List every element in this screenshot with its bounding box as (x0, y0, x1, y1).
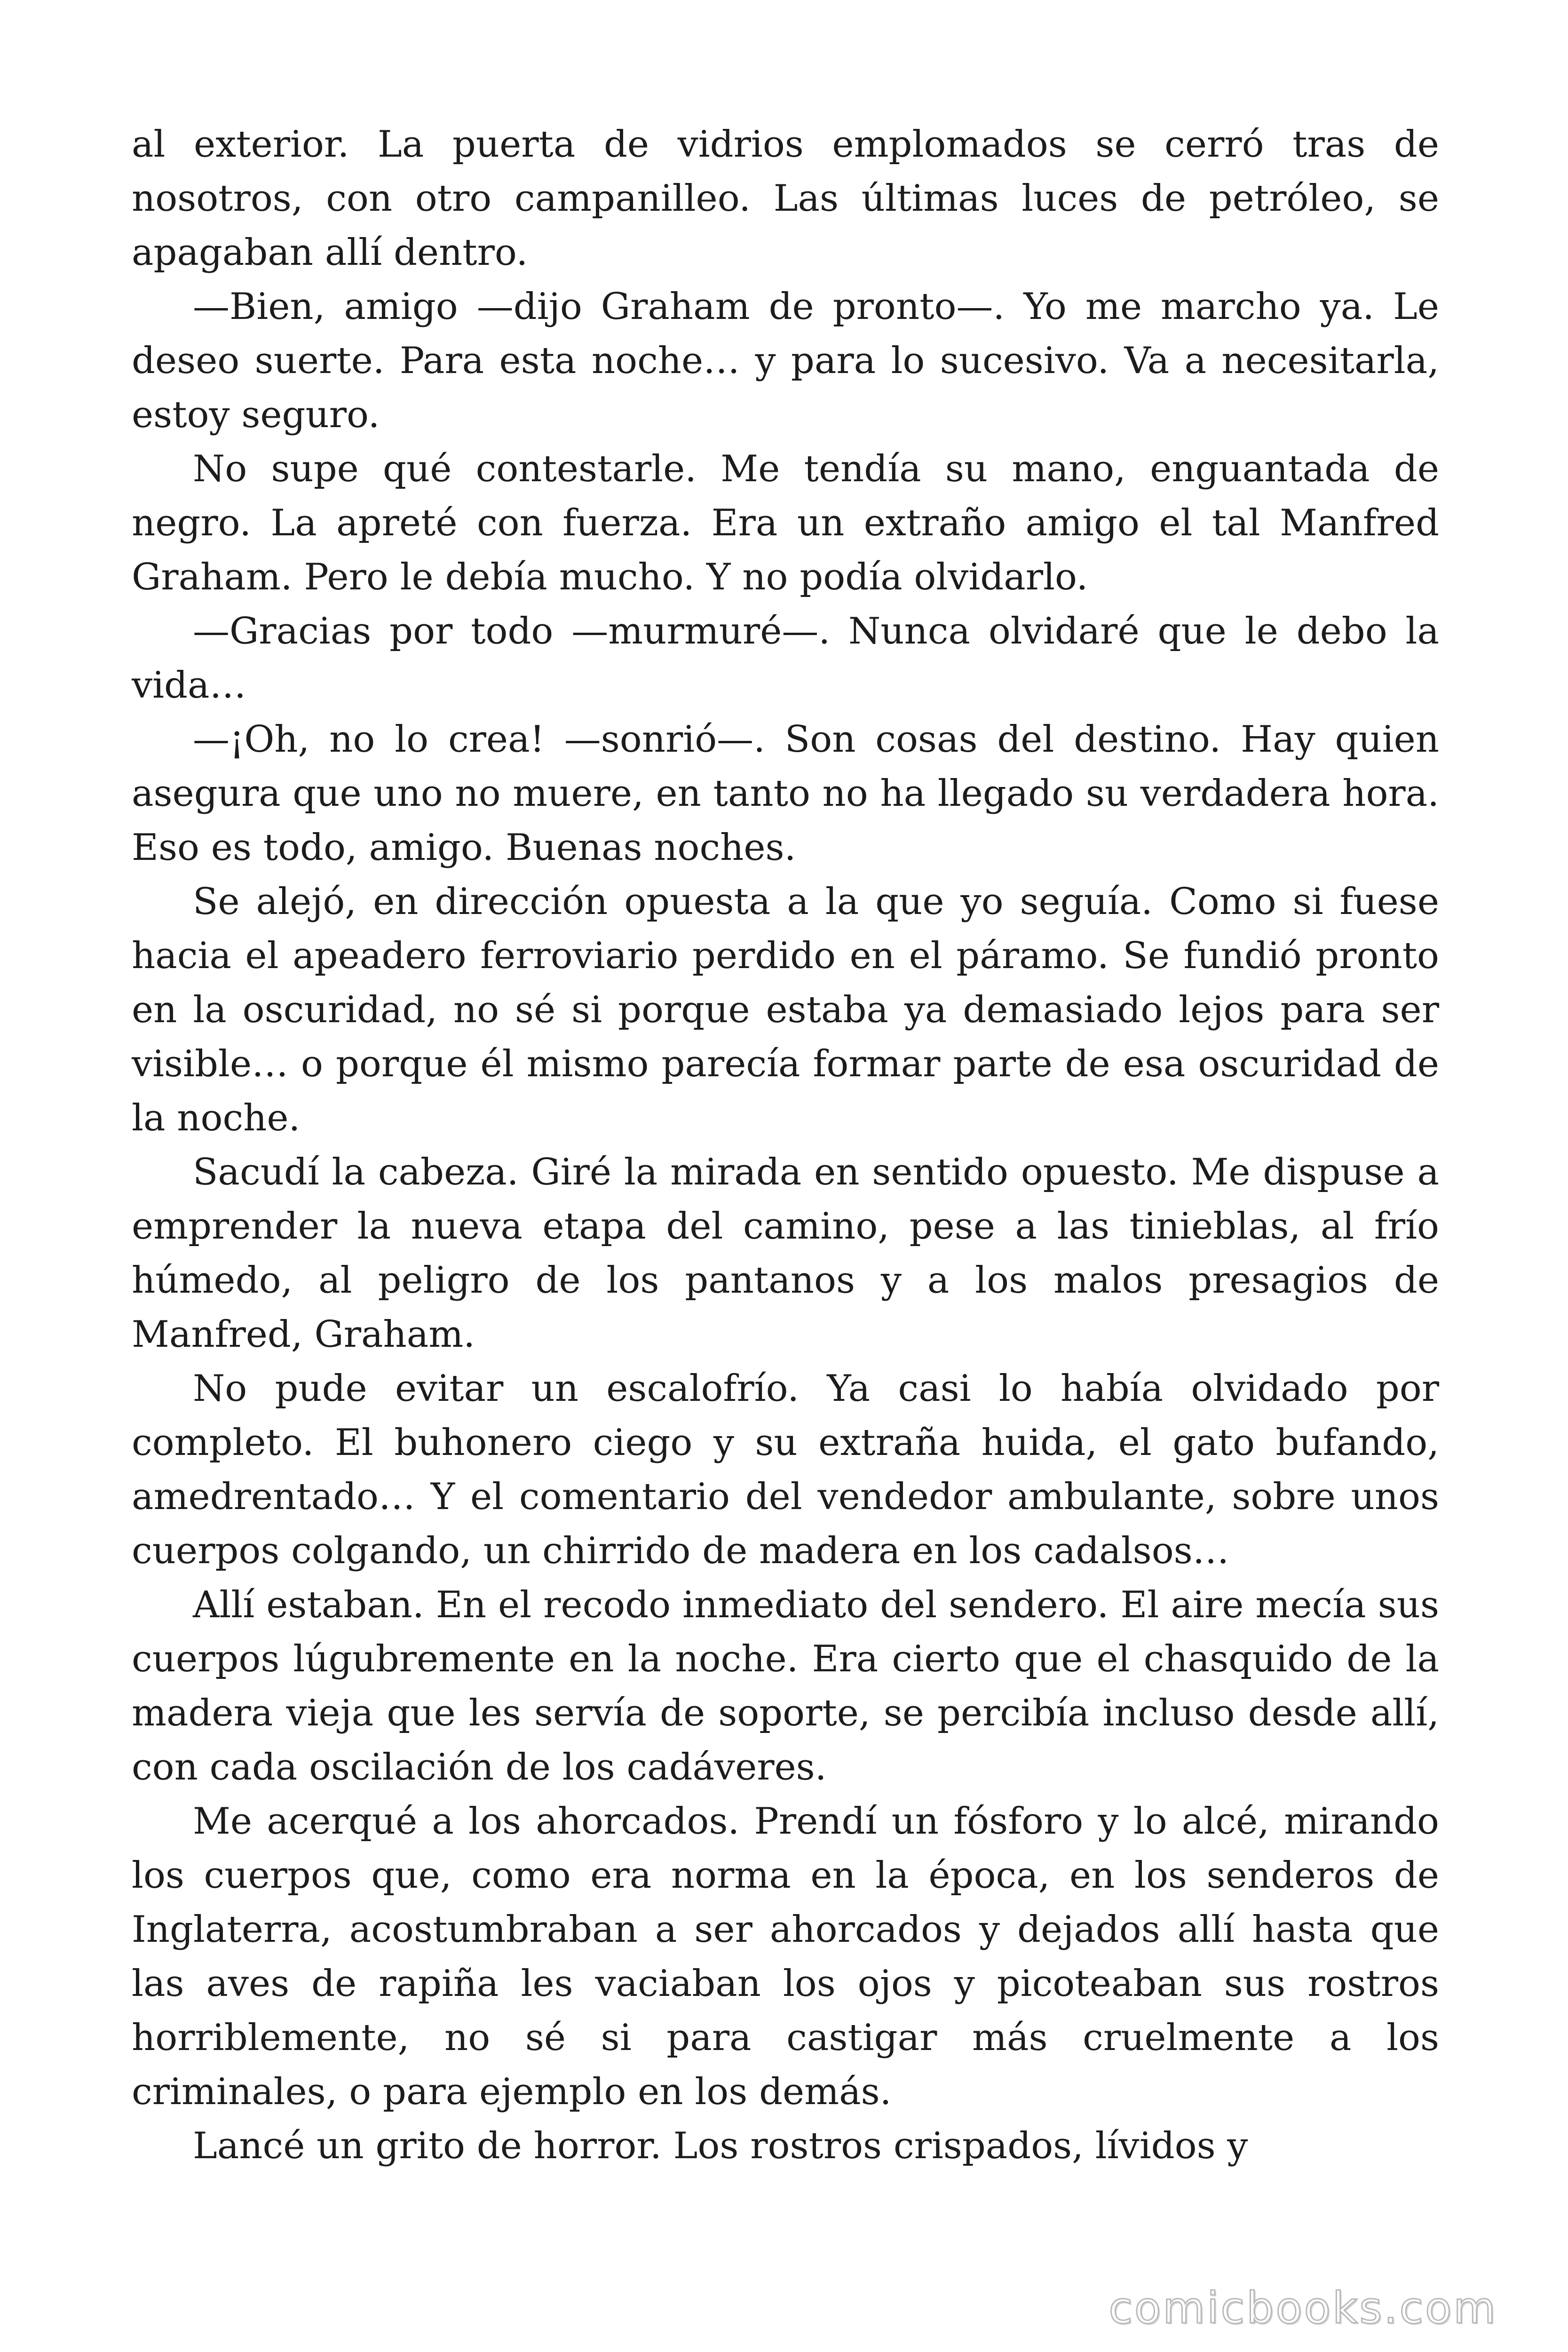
watermark: comicbooks.com (1109, 2283, 1497, 2333)
page-body (132, 118, 1439, 2173)
paragraph-1: al exterior. La puerta de vidrios emplomados se cerró tras de nosotros, con otro campanilleo. Las últimas luces de petróleo, se apagaban allí dentro. (132, 123, 1439, 274)
paragraph-4: —Gracias por todo —murmuré—. Nunca olvidaré que le debo la vida… (132, 610, 1439, 707)
paragraph-3: No supe qué contestarle. Me tendía su mano, enguantada de negro. La apreté con fuerza. Era un extraño amigo el tal Manfred Graham. Pero le debía mucho. Y no podía olvidarlo. (132, 448, 1439, 598)
paragraph-2: —Bien, amigo —dijo Graham de pronto—. Yo me marcho ya. Le deseo suerte. Para esta noche… y para lo sucesivo. Va a necesitarla, estoy seguro. (132, 286, 1439, 436)
paragraph-8: No pude evitar un escalofrío. Ya casi lo había olvidado por completo. El buhonero ciego y su extraña huida, el gato bufando, amedrentado… Y el comentario del vendedor ambulante, sobre unos cuerpos colgando, un chirrido de madera en los cadalsos… (132, 1367, 1439, 1572)
paragraph-7: Sacudí la cabeza. Giré la mirada en sentido opuesto. Me dispuse a emprender la nueva etapa del camino, pese a las tinieblas, al frío húmedo, al peligro de los pantanos y a los malos presagios de Manfred, Graham. (132, 1151, 1439, 1356)
paragraph-10: Me acerqué a los ahorcados. Prendí un fósforo y lo alcé, mirando los cuerpos que, como era norma en la época, en los senderos de Inglaterra, acostumbraban a ser ahorcados y dejados allí hasta que las aves de rapiña les vaciaban los ojos y picoteaban sus rostros horriblemente, no sé si para castigar más cruelmente a los criminales, o para ejemplo en los demás. (132, 1800, 1439, 2113)
paragraph-5: —¡Oh, no lo crea! —sonrió—. Son cosas del destino. Hay quien asegura que uno no muere, en tanto no ha llegado su verdadera hora. Eso es todo, amigo. Buenas noches. (132, 718, 1439, 869)
paragraph-9: Allí estaban. En el recodo inmediato del sendero. El aire mecía sus cuerpos lúgubremente en la noche. Era cierto que el chasquido de la madera vieja que les servía de soporte, se percibía incluso desde allí, con cada oscilación de los cadáveres. (132, 1584, 1439, 1788)
paragraph-11: Lancé un grito de horror. Los rostros crispados, lívidos y (193, 2125, 1248, 2167)
paragraph-6: Se alejó, en dirección opuesta a la que yo seguía. Como si fuese hacia el apeadero ferroviario perdido en el páramo. Se fundió pronto en la oscuridad, no sé si porque estaba ya demasiado lejos para ser visible… o porque él mismo parecía formar parte de esa oscuridad de la noche. (132, 881, 1439, 1139)
